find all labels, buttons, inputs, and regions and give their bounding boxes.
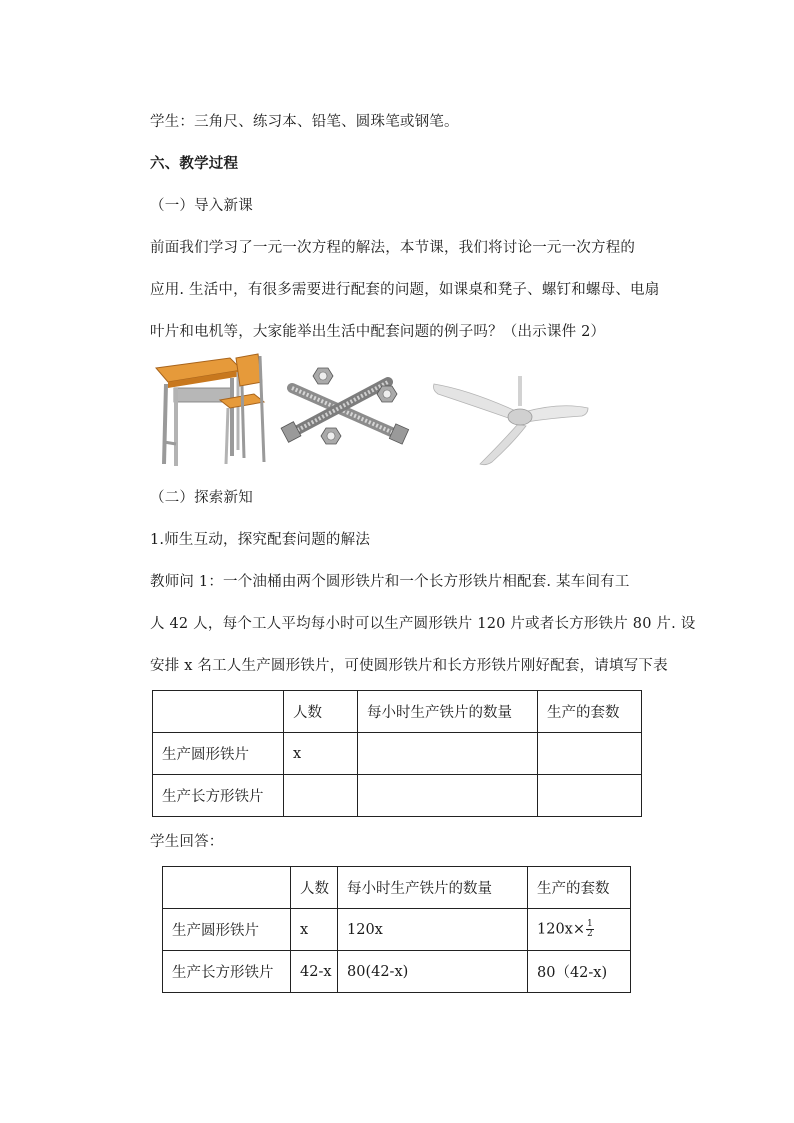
heading-teacher-student: 1.师生互动，探究配套问题的解法 [150,532,371,548]
ceiling-fan-image [430,372,590,466]
paragraph-intro-line1: 前面我们学习了一元一次方程的解法，本节课，我们将讨论一元一次方程的 [150,240,636,256]
table-cell: 80（42-x) [528,951,631,993]
paragraph-student-answer: 学生回答： [150,834,224,850]
table-header-row [163,867,631,909]
paragraph-question1-line3: 安排 x 名工人生产圆形铁片，可使圆形铁片和长方形铁片刚好配套，请填写下表 [150,658,668,674]
table-cell: 120x [338,909,528,951]
table-header-cell: 人数 [284,691,358,733]
table-cell [284,775,358,817]
table-header-cell: 生产的套数 [528,867,631,909]
table-header-cell: 每小时生产铁片的数量 [358,691,538,733]
paragraph-students: 学生：三角尺、练习本、铅笔、圆珠笔或钢笔。 [150,114,459,130]
table-header-cell: 人数 [291,867,338,909]
table-header-row [153,691,642,733]
table-cell: 生产圆形铁片 [153,733,284,775]
table-header-cell: 生产的套数 [538,691,642,733]
heading-teaching-process: 六、教学过程 [150,155,239,172]
paragraph-intro-line2: 应用. 生活中，有很多需要进行配套的问题，如课桌和凳子、螺钉和螺母、电扇 [150,282,660,298]
table-header-cell: 每小时生产铁片的数量 [338,867,528,909]
fraction-one-half [586,920,594,939]
heading-explore: （二）探索新知 [150,490,253,506]
table-cell: 生产圆形铁片 [163,909,291,951]
table-row [163,951,631,993]
table-cell: 42-x [291,951,338,993]
table-cell [538,733,642,775]
table-cell: x [291,909,338,951]
table-cell [538,775,642,817]
desk-chair-image [150,352,272,470]
fraction-numerator: 1 [587,919,593,929]
heading-intro: （一）导入新课 [150,198,253,214]
table-row [153,775,642,817]
bolts-nuts-image [280,364,410,456]
table-cell: 生产长方形铁片 [153,775,284,817]
table-row [163,909,631,951]
paragraph-question1-line2: 人 42 人，每个工人平均每小时可以生产圆形铁片 120 片或者长方形铁片 80 片. 设 [150,616,696,632]
table-header-cell [153,691,284,733]
table-row [153,733,642,775]
table-blank [152,690,642,817]
sets-expression: 120x× [537,921,586,938]
table-cell [358,733,538,775]
fraction-denominator: 2 [587,929,593,939]
table-cell [358,775,538,817]
table-cell-with-fraction [528,909,631,951]
table-answer [162,866,631,993]
table-cell: 生产长方形铁片 [163,951,291,993]
table-cell: x [284,733,358,775]
paragraph-question1-line1: 教师问 1：一个油桶由两个圆形铁片和一个长方形铁片相配套. 某车间有工 [150,574,630,590]
table-header-cell [163,867,291,909]
table-cell: 80(42-x) [338,951,528,993]
paragraph-intro-line3: 叶片和电机等，大家能举出生活中配套问题的例子吗？（出示课件 2） [150,324,606,340]
